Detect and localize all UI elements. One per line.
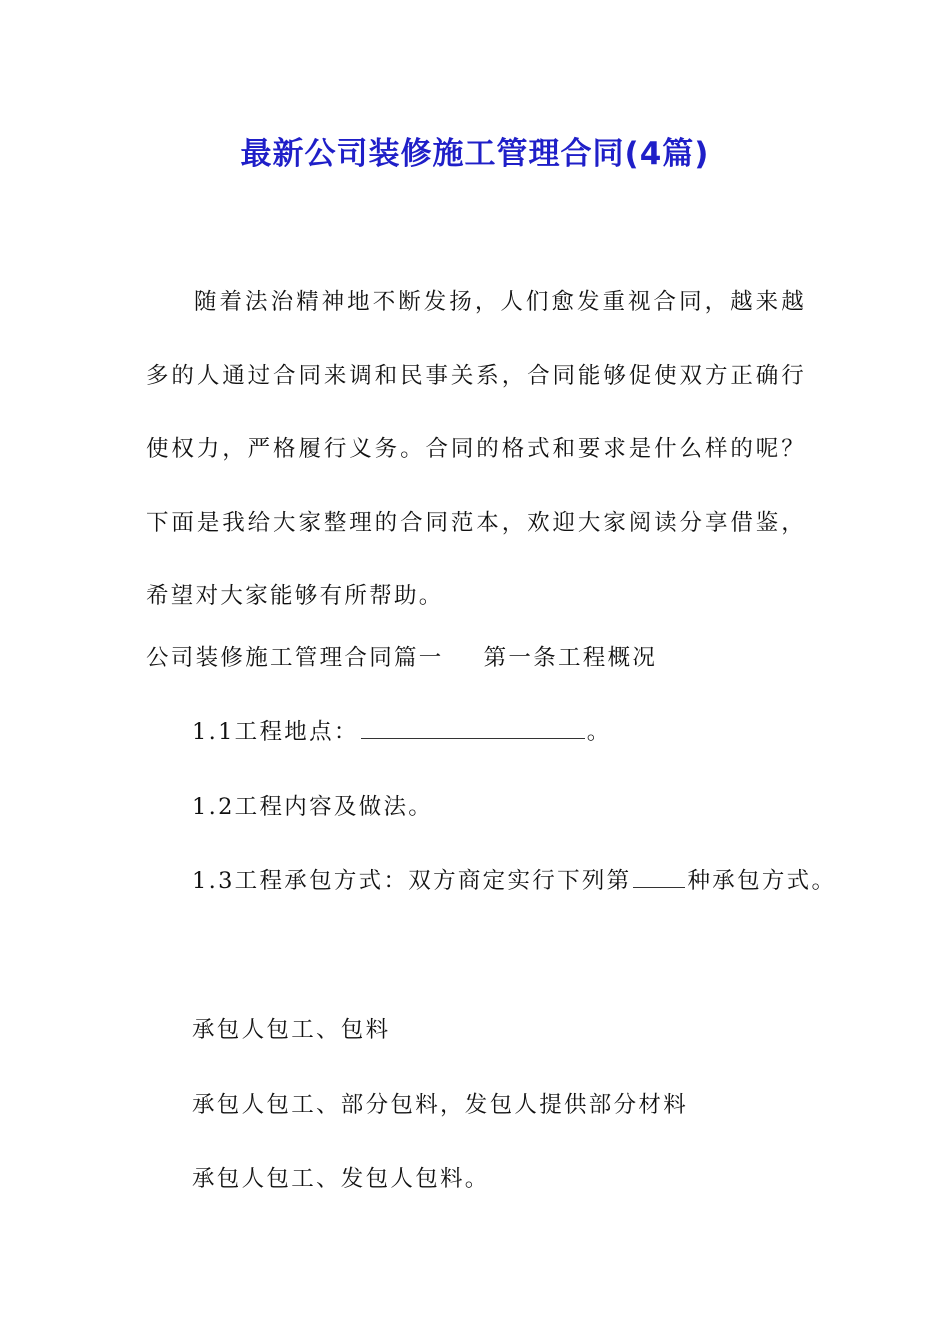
item-1-3 xyxy=(192,863,836,899)
contract-option-3: 承包人包工、发包人包料。 xyxy=(192,1166,490,1192)
intro-paragraph: 随着法治精神地不断发扬，人们愈发重视合同，越来越多的人通过合同来调和民事关系，合同能够促使双方正确行使权力，严格履行义务。合同的格式和要求是什么样的呢？下面是我给大家整理的合同范本，欢迎大家阅读分享借鉴，希望对大家能够有所帮助。 xyxy=(146,289,806,609)
section-heading-line xyxy=(146,640,657,676)
item-1-2: 1.2工程内容及做法。 xyxy=(192,794,434,820)
item-1-3-prefix: 1.3工程承包方式：双方商定实行下列第 xyxy=(192,868,632,894)
method-blank xyxy=(633,865,685,888)
item-1-1-suffix: 。 xyxy=(586,719,612,745)
contract-option-2: 承包人包工、部分包料，发包人提供部分材料 xyxy=(192,1092,689,1118)
document-title: 最新公司装修施工管理合同(4篇) xyxy=(240,136,710,172)
section-heading: 公司装修施工管理合同篇一 xyxy=(146,645,444,671)
item-1-3-suffix: 种承包方式。 xyxy=(687,868,837,894)
item-1-1 xyxy=(192,714,612,750)
article-heading: 第一条工程概况 xyxy=(483,645,658,671)
contract-option-1: 承包人包工、包料 xyxy=(192,1017,391,1043)
item-1-1-label: 1.1工程地点： xyxy=(192,719,359,745)
location-blank xyxy=(361,716,585,739)
